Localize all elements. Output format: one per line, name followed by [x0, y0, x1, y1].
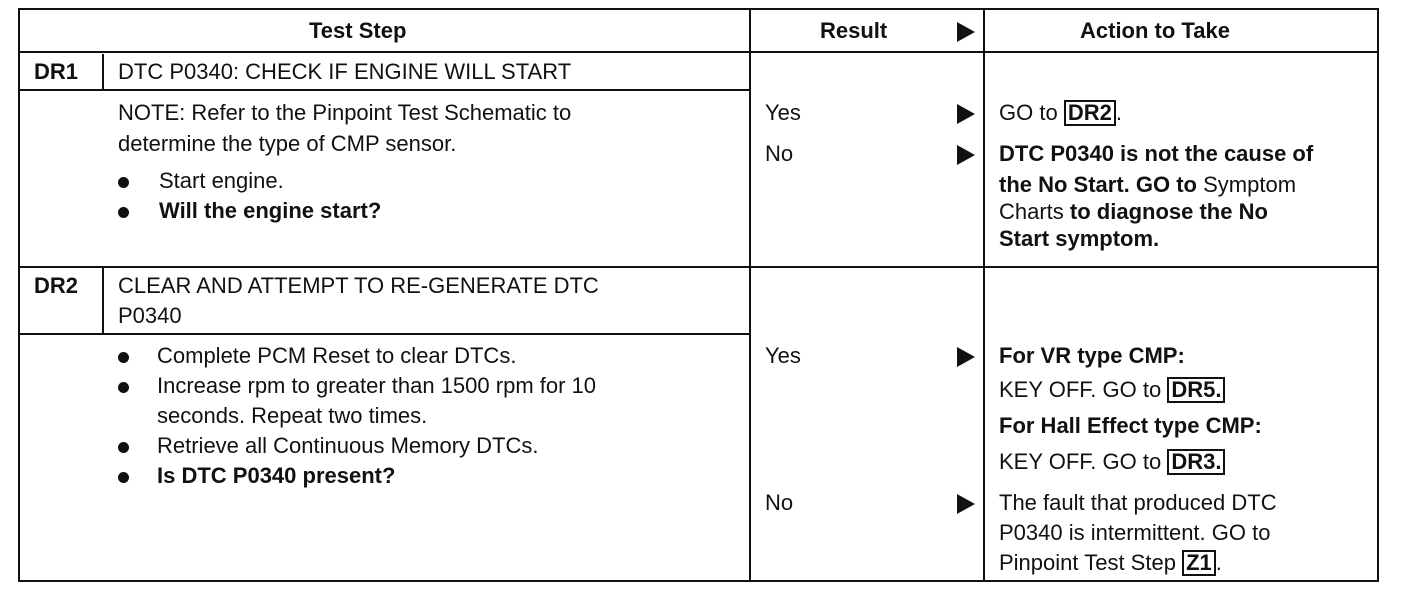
dr1-note-line2: determine the type of CMP sensor. — [118, 131, 457, 156]
dr2-no-arrow-icon — [957, 494, 975, 514]
dr1-title-divider — [20, 89, 751, 91]
dr2-bullet-2-line1: Increase rpm to greater than 1500 rpm for 10 — [157, 373, 597, 398]
dr1-no-action-line1: DTC P0340 is not the cause of — [999, 141, 1314, 166]
dr1-no-action-line2-plain: Symptom — [1203, 172, 1297, 197]
dr2-title-line2: P0340 — [118, 303, 182, 328]
dr2-no-action-line3 — [999, 548, 1222, 578]
dr2-vr-action-prefix: KEY OFF. GO to — [999, 377, 1162, 402]
dr1-yes-action — [999, 98, 1122, 128]
dr2-result-yes: Yes — [765, 343, 801, 368]
dr2-no-action-line1: The fault that produced DTC — [999, 490, 1277, 515]
dr1-no-action-line3 — [999, 197, 1268, 227]
dr1-no-action-line4: Start symptom. — [999, 226, 1160, 251]
dr1-yes-ref-dr2[interactable]: DR2 — [1064, 100, 1116, 126]
col-divider-step-result — [749, 10, 751, 582]
dr1-no-action-line3-bold: to diagnose the No — [1069, 199, 1268, 224]
dr2-vr-heading: For VR type CMP: — [999, 343, 1185, 368]
dr1-no-action-line2 — [999, 170, 1296, 200]
dr1-result-no: No — [765, 141, 794, 166]
dr2-hall-action-prefix: KEY OFF. GO to — [999, 449, 1162, 474]
dr2-bullet-3: Retrieve all Continuous Memory DTCs. — [157, 433, 539, 458]
bullet-icon — [118, 177, 129, 188]
dr2-bullet-4: Is DTC P0340 present? — [157, 463, 396, 488]
dr2-bullet-1: Complete PCM Reset to clear DTCs. — [157, 343, 517, 368]
dr2-bullet-2-line2: seconds. Repeat two times. — [157, 403, 428, 428]
dr1-bullet-2: Will the engine start? — [159, 198, 382, 223]
col-divider-result-action — [983, 10, 985, 582]
dr2-hall-heading: For Hall Effect type CMP: — [999, 413, 1262, 438]
dr2-hall-action — [999, 447, 1225, 477]
header-arrow-icon — [957, 22, 975, 42]
dr1-result-yes: Yes — [765, 100, 801, 125]
dr2-title-line1: CLEAR AND ATTEMPT TO RE-GENERATE DTC — [118, 273, 599, 298]
bullet-icon — [118, 472, 129, 483]
header-action: Action to Take — [1080, 18, 1230, 43]
dr2-no-action-line3-suffix: . — [1215, 550, 1222, 575]
bullet-icon — [118, 442, 129, 453]
dr2-step-id: DR2 — [34, 273, 79, 298]
dr2-yes-arrow-icon — [957, 347, 975, 367]
dr1-step-id: DR1 — [34, 59, 79, 84]
header-test-step: Test Step — [309, 18, 407, 43]
header-divider — [20, 51, 1377, 53]
bullet-icon — [118, 352, 129, 363]
dr2-title-divider — [20, 333, 751, 335]
dr2-no-ref-z1[interactable]: Z1 — [1182, 550, 1216, 576]
dr2-result-no: No — [765, 490, 794, 515]
col-divider-id-dr2 — [102, 268, 104, 334]
dr1-yes-action-suffix: . — [1115, 100, 1122, 125]
dr1-note-line1: NOTE: Refer to the Pinpoint Test Schematic to — [118, 100, 572, 125]
dr1-no-action-line3-plain: Charts — [999, 199, 1064, 224]
dr1-yes-action-prefix: GO to — [999, 100, 1058, 125]
dr2-hall-ref-dr3[interactable]: DR3. — [1167, 449, 1225, 475]
col-divider-id — [102, 54, 104, 91]
dr2-no-action-line3-prefix: Pinpoint Test Step — [999, 550, 1176, 575]
dr1-no-arrow-icon — [957, 145, 975, 165]
dr1-bullet-1: Start engine. — [159, 168, 284, 193]
dr2-vr-action — [999, 375, 1225, 405]
dr1-yes-arrow-icon — [957, 104, 975, 124]
bullet-icon — [118, 207, 129, 218]
header-result: Result — [820, 18, 888, 43]
dr1-title: DTC P0340: CHECK IF ENGINE WILL START — [118, 59, 572, 84]
row-divider — [20, 266, 1377, 268]
dr2-no-action-line2: P0340 is intermittent. GO to — [999, 520, 1271, 545]
bullet-icon — [118, 382, 129, 393]
dr1-no-action-line2-bold: the No Start. GO to — [999, 172, 1197, 197]
dr2-vr-ref-dr5[interactable]: DR5. — [1167, 377, 1225, 403]
